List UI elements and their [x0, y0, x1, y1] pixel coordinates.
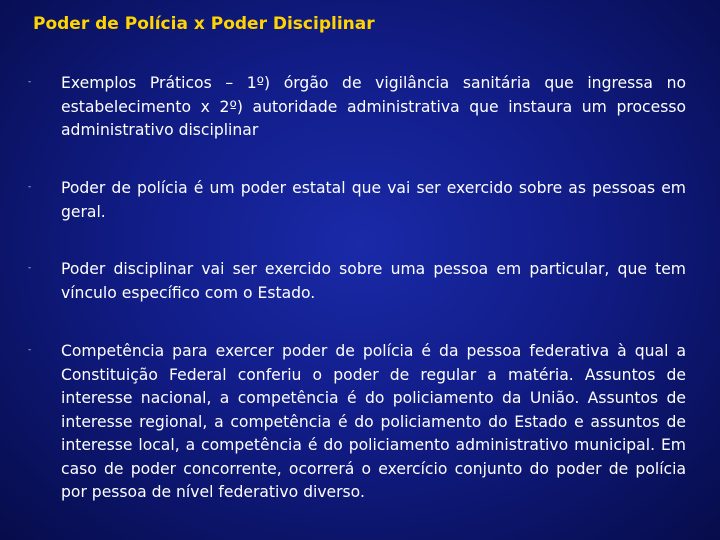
bullet-marker: - [28, 263, 32, 273]
bullet-marker: - [28, 77, 32, 87]
bullet-marker: - [28, 345, 32, 355]
slide-title: Poder de Polícia x Poder Disciplinar [33, 14, 375, 34]
bullet-text: Poder disciplinar vai ser exercido sobre uma pessoa em particular, que tem vínculo específico com o Estado. [61, 260, 686, 302]
bullet-text: Poder de polícia é um poder estatal que vai ser exercido sobre as pessoas em geral. [61, 179, 686, 221]
bullet-text: Exemplos Práticos – 1º) órgão de vigilância sanitária que ingressa no estabelecimento x 2º) autoridade administrativa que instaura um processo administrativo disciplinar [61, 74, 686, 139]
bullet-text: Competência para exercer poder de polícia é da pessoa federativa à qual a Constituição Federal conferiu o poder de regular a matéria. Assuntos de interesse nacional, a competência é do policiamento da União. Assuntos de interesse regional, a competência é do policiamento do Estado e assuntos de interesse local, a competência é do policiamento administrativo municipal. Em caso de poder concorrente, ocorrerá o exercício conjunto do poder de polícia por pessoa de nível federativo diverso. [61, 342, 686, 501]
bullet-marker: - [28, 182, 32, 192]
